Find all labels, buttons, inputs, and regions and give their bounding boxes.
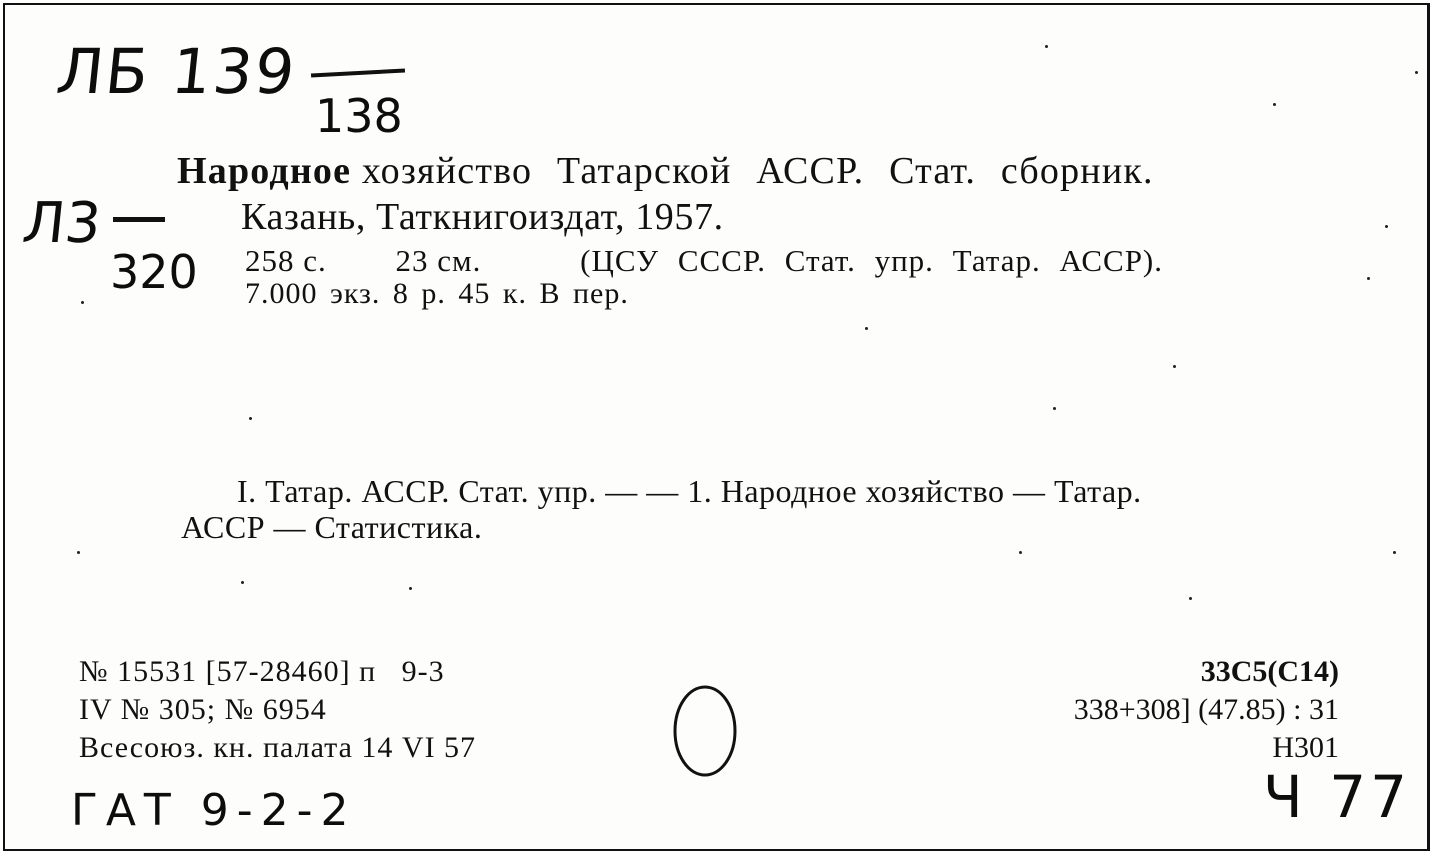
collation-series: (ЦСУ СССР. Стат. упр. Татар. АССР).: [580, 243, 1164, 278]
footer-left-line-2: IV № 305; № 6954: [79, 693, 327, 726]
handwritten-circle: [665, 681, 745, 781]
footer-left-line-3: Всесоюз. кн. палата 14 VI 57: [79, 731, 477, 764]
collation-size: 23 см.: [395, 243, 482, 278]
shelfmark-top-fraction-bar: [311, 69, 405, 78]
bottom-right-code: Ч 77: [1263, 763, 1412, 831]
shelfmark-top-denominator: 138: [315, 89, 403, 143]
shelfmark-left-fraction-bar: [113, 217, 165, 222]
entry-imprint: Казань, Таткнигоиздат, 1957.: [241, 196, 724, 238]
footer-left-line-1: № 15531 [57-28460] п 9-3: [79, 655, 445, 688]
shelfmark-top: ЛБ 139: [53, 35, 301, 108]
shelfmark-left-denominator: 320: [110, 245, 198, 299]
entry-title-line: [177, 149, 1154, 193]
tracings-line-2: АССР — Статистика.: [181, 509, 483, 545]
catalog-card: [3, 3, 1430, 851]
shelfmark-left: Л3: [19, 191, 105, 256]
entry-collation: [245, 243, 1163, 279]
footer-right-line-2: 338+308] (47.85) : 31: [1073, 693, 1339, 726]
collation-pages: 258 с.: [245, 243, 327, 278]
entry-title: хозяйство Татарской АССР. Стат. сборник.: [361, 150, 1154, 192]
tracings-line-1: I. Татар. АССР. Стат. упр. — — 1. Народное хозяйство — Татар.: [237, 473, 1142, 509]
entry-heading: Народное: [177, 150, 352, 192]
inventory-number: ГАТ 9-2-2: [71, 785, 357, 836]
footer-right-line-3: Н301: [1272, 731, 1339, 764]
footer-right-line-1: 33С5(С14): [1200, 655, 1339, 688]
entry-price: 7.000 экз. 8 р. 45 к. В пер.: [245, 277, 629, 310]
